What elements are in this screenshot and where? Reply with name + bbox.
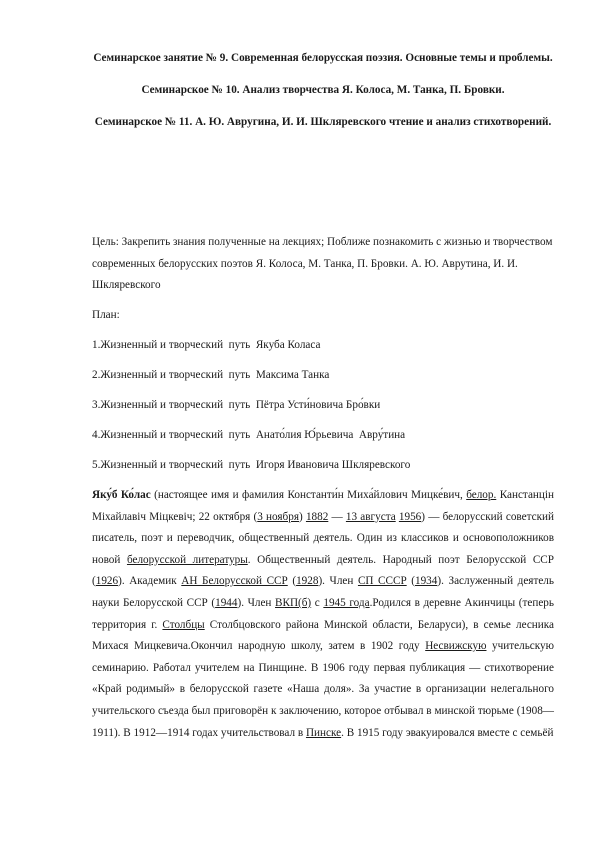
plan-item-4: 4.Жизненный и творческий путь Анато́лия Ю́рьевича Авру́тина: [92, 429, 406, 441]
bio-text: (: [406, 575, 415, 588]
bio-name: Яку́б Ко́лас: [92, 489, 151, 501]
goal-paragraph: Цель: Закрепить знания полученные на лекциях; Поближе познакомить с жизнью и творчеством современных белорусских поэтов Я. Колоса, М. Танка, П. Бровки. А. Ю. Аврутина, И. И. Шклярeвского: [92, 236, 553, 291]
link-academy-of-sciences[interactable]: АН Белорусской ССР: [181, 575, 288, 588]
link-1926[interactable]: 1926: [95, 575, 119, 588]
bio-text: учительскую семинарию. Работал учителем на Пинщине. В 1906 году первая публикация — стихотворение «Край родимый» в белорусской газете «Наша доля». За участие в организации нелегального учительского съезда был приговорён к заключению, которое отбывал в минской тюрьме (1908—1911). В 1912—1914 годах учительствовал в: [92, 640, 554, 739]
bio-text: —: [328, 510, 346, 523]
link-belor[interactable]: белор.: [466, 489, 497, 501]
plan-item-2: 2.Жизненный и творческий путь Максима Танка: [92, 369, 330, 381]
seminar-headings: [92, 46, 554, 142]
plan-title: План:: [92, 308, 120, 321]
link-nesvizh[interactable]: Несвижскую: [425, 640, 487, 653]
seminar-heading-9: Семинарское занятие № 9. Современная белорусская поэзия. Основные темы и проблемы.: [93, 52, 553, 64]
bio-text: (настоящее имя и фамилия Константи́н Миха́йлович Мицке́вич,: [150, 489, 467, 501]
link-1956[interactable]: 1956: [398, 510, 422, 523]
bio-text: . Общественный деятель. Народный поэт Белорусской ССР (: [92, 553, 554, 588]
bio-text: ) — белорусский советский писатель, поэт и переводчик, общественный деятель. Один из классиков и основоположников новой: [92, 510, 554, 566]
bio-text: (: [287, 575, 297, 588]
seminar-heading-10: Семинарское № 10. Анализ творчества Я. Колоса, М. Танка, П. Бровки.: [141, 84, 505, 96]
bio-text: ). Академик: [118, 575, 182, 588]
link-pinsk[interactable]: Пинске: [305, 726, 342, 739]
link-1928[interactable]: 1928: [296, 575, 319, 588]
bio-text: ): [299, 510, 306, 523]
bio-text: ). Заслуженный деятель науки Белорусской ССР (: [92, 575, 554, 609]
bio-text: Столбцовского района Минской области, Беларуси), в семье лесника Михася Мицкевича.Окончил народную школу, затем в 1902 году: [92, 618, 554, 653]
biography-paragraph: [92, 485, 554, 744]
plan-item-1: 1.Жизненный и творческий путь Якуба Коласа: [92, 339, 321, 351]
link-writers-union[interactable]: СП СССР: [357, 575, 407, 588]
link-1882[interactable]: 1882: [305, 510, 329, 523]
link-belarusian-literature[interactable]: белорусской литературы: [126, 553, 248, 566]
bio-text: .Родился в деревне Акинчицы (теперь территория г.: [92, 596, 554, 631]
plan-item-3: 3.Жизненный и творческий путь Пётра Усти́новича Бро́вки: [92, 399, 381, 411]
bio-text: . В 1915 году эвакуировался вместе с семьёй: [341, 726, 554, 739]
link-13-august[interactable]: 13 августа: [345, 510, 396, 523]
bio-text: Канстанцін Міхайлавіч Міцкевіч; 22 октября (: [92, 489, 554, 523]
link-1944[interactable]: 1944: [215, 596, 238, 609]
link-vkpb[interactable]: ВКП(б): [275, 596, 312, 609]
bio-text: ). Член: [318, 575, 358, 588]
bio-text: ). Член: [237, 596, 276, 609]
seminar-heading-11: Семинарское № 11. А. Ю. Авругина, И. И. Шклярeвского чтение и анализ стихотворений.: [94, 116, 552, 128]
link-1934[interactable]: 1934: [414, 575, 438, 588]
plan-item-5: 5.Жизненный и творческий путь Игоря Ивановича Шклярeвского: [92, 459, 411, 471]
link-stolbtsy[interactable]: Столбцы: [162, 618, 205, 631]
bio-text: с: [311, 596, 324, 609]
link-1945[interactable]: 1945 года: [323, 596, 370, 609]
document-body: [92, 232, 554, 744]
link-3-november[interactable]: 3 ноября: [257, 510, 299, 523]
